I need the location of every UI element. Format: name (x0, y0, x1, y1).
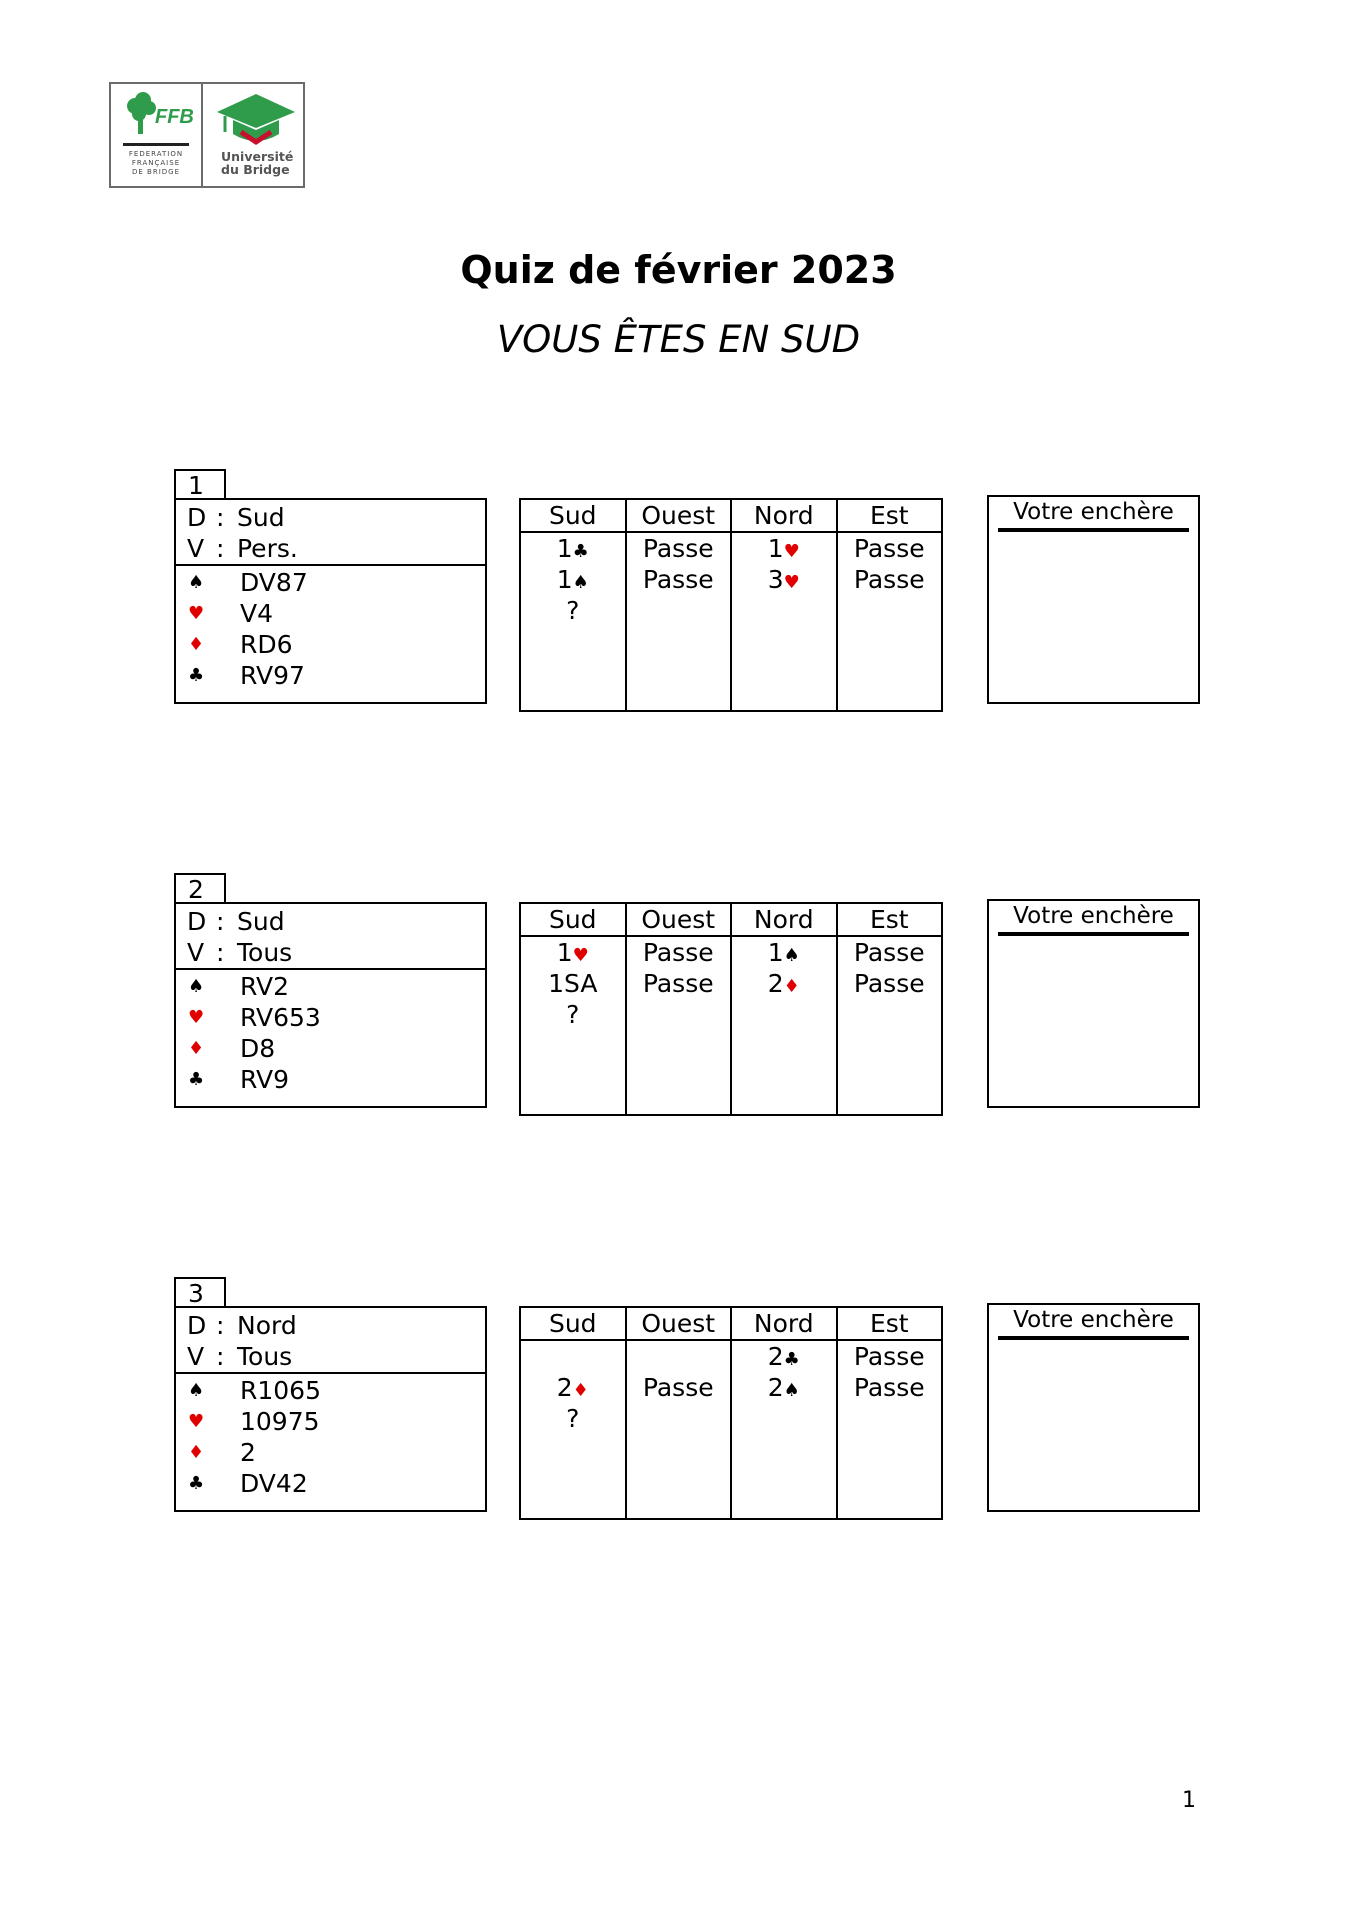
bid-cell (732, 1372, 836, 1403)
hand-suits (176, 970, 485, 1095)
bidding-header: Nord (732, 500, 836, 533)
bid-cell (627, 564, 731, 595)
hand-box (174, 1306, 487, 1512)
heart-icon: ♥ (188, 1007, 205, 1028)
bid-cell (627, 968, 731, 999)
spade-icon: ♠ (783, 945, 800, 966)
bid-text: 1 (556, 938, 573, 967)
bidding-header: Nord (732, 1308, 836, 1341)
info-value: Sud (237, 907, 285, 936)
bid-text: 1 (767, 534, 784, 563)
answer-label: Votre enchère (998, 497, 1189, 532)
ffb-wordmark: FFB (155, 106, 194, 128)
answer-box (987, 495, 1200, 704)
bid-text: Passe (642, 969, 714, 998)
diamond-icon: ♦ (572, 1380, 589, 1401)
suit-cards: RV2 (240, 972, 290, 1001)
bid-cell (521, 533, 625, 564)
hand-box (174, 498, 487, 704)
diamond-icon: ♦ (188, 634, 205, 655)
suit-row-diamonds (176, 1437, 485, 1468)
bid-cell (521, 937, 625, 968)
bid-text: Passe (853, 1373, 925, 1402)
bid-text: Passe (853, 1342, 925, 1371)
bid-cell (627, 1341, 731, 1372)
bid-cell (838, 533, 942, 564)
bid-cell (521, 1372, 625, 1403)
info-key: V (187, 938, 205, 967)
bid-text: ? (566, 596, 580, 625)
bidding-header: Nord (732, 904, 836, 937)
bid-cell (838, 968, 942, 999)
suit-row-clubs (176, 1468, 485, 1499)
suit-row-diamonds (176, 629, 485, 660)
bid-cell (521, 595, 625, 626)
spade-icon: ♠ (188, 1380, 205, 1401)
bid-text: 3 (767, 565, 784, 594)
bidding-table (519, 1306, 943, 1520)
bidding-column-ouest (627, 1308, 733, 1518)
bidding-header: Sud (521, 904, 625, 937)
suit-row-spades (176, 1375, 485, 1406)
vulnerability-row (176, 533, 485, 564)
bidding-header: Sud (521, 500, 625, 533)
bid-cell (838, 937, 942, 968)
bidding-header: Ouest (627, 904, 731, 937)
bid-cell (521, 1403, 625, 1434)
bid-text: 2 (767, 1373, 784, 1402)
page-title: Quiz de février 2023 (460, 248, 897, 292)
bid-text: Passe (853, 534, 925, 563)
bidding-column-nord (732, 500, 838, 710)
bidding-column-sud (521, 500, 627, 710)
hand-box (174, 902, 487, 1108)
info-value: Tous (237, 1342, 293, 1371)
hand-info (176, 1308, 485, 1374)
suit-row-spades (176, 971, 485, 1002)
suit-row-spades (176, 567, 485, 598)
bid-cell (838, 564, 942, 595)
deal (0, 873, 1357, 1123)
hand-suits (176, 566, 485, 691)
diamond-icon: ♦ (188, 1038, 205, 1059)
suit-row-hearts (176, 598, 485, 629)
heart-icon: ♥ (188, 1411, 205, 1432)
bidding-column-ouest (627, 904, 733, 1114)
suit-cards: 10975 (240, 1407, 320, 1436)
info-value: Pers. (237, 534, 298, 563)
club-icon: ♣ (188, 1473, 205, 1494)
diamond-icon: ♦ (188, 1442, 205, 1463)
bidding-header: Est (838, 1308, 942, 1341)
bid-text: 1 (767, 938, 784, 967)
answer-box (987, 899, 1200, 1108)
bidding-header: Est (838, 904, 942, 937)
suit-cards: V4 (240, 599, 274, 628)
bid-text: Passe (642, 938, 714, 967)
bid-text: Passe (642, 1373, 714, 1402)
heart-icon: ♥ (188, 603, 205, 624)
ffb-logo (111, 84, 203, 186)
ffb-divider (123, 143, 189, 146)
suit-cards: RV97 (240, 661, 305, 690)
bidding-column-est (838, 500, 942, 710)
info-value: Sud (237, 503, 285, 532)
answer-label: Votre enchère (998, 1305, 1189, 1340)
info-separator: : (216, 907, 225, 936)
bidding-header: Est (838, 500, 942, 533)
info-key: V (187, 1342, 205, 1371)
bid-text: Passe (853, 969, 925, 998)
bid-cell (732, 937, 836, 968)
dealer-row (176, 1310, 485, 1341)
info-separator: : (216, 1311, 225, 1340)
bidding-table (519, 902, 943, 1116)
heart-icon: ♥ (783, 541, 800, 562)
suit-row-hearts (176, 1406, 485, 1437)
bid-text: Passe (853, 565, 925, 594)
answer-label: Votre enchère (998, 901, 1189, 936)
bidding-column-nord (732, 1308, 838, 1518)
logo (109, 82, 305, 188)
bid-cell (732, 1341, 836, 1372)
suit-cards: D8 (240, 1034, 276, 1063)
bid-cell (627, 1372, 731, 1403)
info-separator: : (216, 938, 225, 967)
ub-logo (203, 84, 303, 186)
spade-icon: ♠ (188, 572, 205, 593)
bid-cell (838, 1341, 942, 1372)
bid-text: 2 (767, 1342, 784, 1371)
spade-icon: ♠ (572, 572, 589, 593)
bidding-table (519, 498, 943, 712)
club-icon: ♣ (783, 1349, 800, 1370)
dealer-row (176, 906, 485, 937)
info-key: D (187, 1311, 207, 1340)
bid-text: Passe (642, 565, 714, 594)
bid-text: ? (566, 1000, 580, 1029)
heart-icon: ♥ (783, 572, 800, 593)
suit-row-clubs (176, 1064, 485, 1095)
bid-cell (732, 968, 836, 999)
bidding-column-sud (521, 1308, 627, 1518)
hand-info (176, 500, 485, 566)
bid-cell (521, 564, 625, 595)
info-separator: : (216, 534, 225, 563)
bidding-column-sud (521, 904, 627, 1114)
suit-cards: 2 (240, 1438, 256, 1467)
bidding-column-ouest (627, 500, 733, 710)
vulnerability-row (176, 1341, 485, 1372)
bidding-header: Ouest (627, 1308, 731, 1341)
bid-cell (627, 533, 731, 564)
vulnerability-row (176, 937, 485, 968)
spade-icon: ♠ (783, 1380, 800, 1401)
hand-suits (176, 1374, 485, 1499)
bid-cell (838, 1372, 942, 1403)
deal-number: 2 (174, 873, 226, 904)
info-separator: : (216, 1342, 225, 1371)
bidding-column-nord (732, 904, 838, 1114)
deal (0, 469, 1357, 719)
ffb-subtitle: FEDERATION FRANÇAISE DE BRIDGE (128, 150, 184, 176)
club-icon: ♣ (188, 1069, 205, 1090)
suit-row-clubs (176, 660, 485, 691)
bid-cell (521, 1341, 625, 1372)
dealer-row (176, 502, 485, 533)
hand-info (176, 904, 485, 970)
bid-text: 1SA (548, 969, 598, 998)
bid-cell (732, 564, 836, 595)
bidding-header: Ouest (627, 500, 731, 533)
bid-text: 2 (556, 1373, 573, 1402)
bid-cell (732, 533, 836, 564)
spade-icon: ♠ (188, 976, 205, 997)
page-subtitle: VOUS ÊTES EN SUD (496, 318, 861, 361)
info-key: D (187, 503, 207, 532)
suit-cards: DV42 (240, 1469, 308, 1498)
ub-wordmark: Université du Bridge (221, 149, 294, 177)
suit-cards: R1065 (240, 1376, 321, 1405)
suit-row-hearts (176, 1002, 485, 1033)
graduation-cap-icon (211, 90, 301, 148)
suit-cards: RV9 (240, 1065, 290, 1094)
deal (0, 1277, 1357, 1527)
page-number: 1 (1182, 1788, 1196, 1813)
club-icon: ♣ (572, 541, 589, 562)
heart-icon: ♥ (572, 945, 589, 966)
info-separator: : (216, 503, 225, 532)
info-key: V (187, 534, 205, 563)
deal-number: 1 (174, 469, 226, 500)
club-icon: ♣ (188, 665, 205, 686)
bid-text: 1 (556, 534, 573, 563)
bid-cell (521, 968, 625, 999)
bid-text: 2 (767, 969, 784, 998)
diamond-icon: ♦ (783, 976, 800, 997)
info-value: Nord (237, 1311, 297, 1340)
bid-text: Passe (642, 534, 714, 563)
suit-cards: DV87 (240, 568, 308, 597)
bid-cell (627, 937, 731, 968)
info-value: Tous (237, 938, 293, 967)
bid-text: Passe (853, 938, 925, 967)
info-key: D (187, 907, 207, 936)
suit-cards: RD6 (240, 630, 293, 659)
bid-cell (521, 999, 625, 1030)
bidding-column-est (838, 904, 942, 1114)
bidding-header: Sud (521, 1308, 625, 1341)
answer-box (987, 1303, 1200, 1512)
suit-row-diamonds (176, 1033, 485, 1064)
bidding-column-est (838, 1308, 942, 1518)
suit-cards: RV653 (240, 1003, 321, 1032)
bid-text: 1 (556, 565, 573, 594)
bid-text: ? (566, 1404, 580, 1433)
deal-number: 3 (174, 1277, 226, 1308)
